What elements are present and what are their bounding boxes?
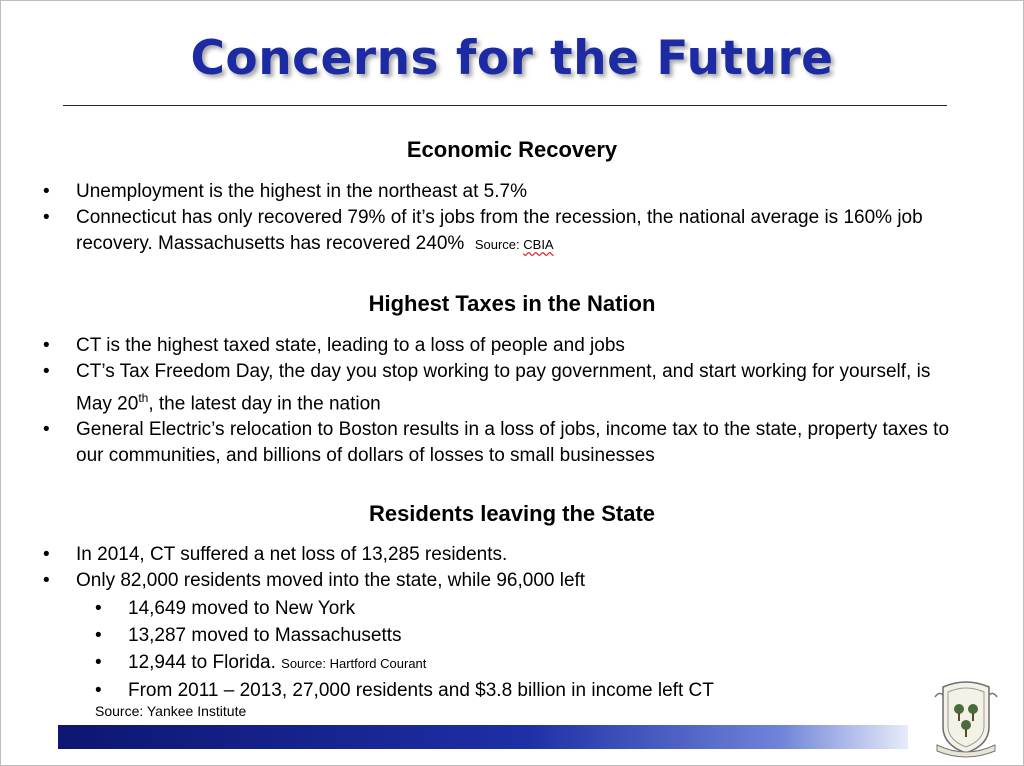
list-item: • 12,944 to Florida. Source: Hartford Courant bbox=[93, 649, 893, 677]
footer-source: Source: Yankee Institute bbox=[95, 703, 247, 719]
list-item: • CT’s Tax Freedom Day, the day you stop working to pay government, and start working for yourself, is May 20th, the latest day in the nation bbox=[41, 359, 971, 417]
list-item: • 14,649 moved to New York bbox=[93, 595, 893, 622]
section-heading-residents-leaving: Residents leaving the State bbox=[368, 501, 656, 526]
list-item: • Unemployment is the highest in the northeast at 5.7% bbox=[41, 179, 971, 205]
source-citation: Source: CBIA bbox=[474, 237, 554, 252]
list-item: • From 2011 – 2013, 27,000 residents and $3.8 billion in income left CT bbox=[93, 677, 893, 704]
connecticut-state-seal-icon bbox=[931, 677, 1001, 759]
section-heading-economic-recovery: Economic Recovery bbox=[406, 137, 618, 162]
title-divider bbox=[63, 105, 947, 106]
list-item: • Only 82,000 residents moved into the state, while 96,000 left bbox=[41, 568, 971, 594]
section-heading-highest-taxes: Highest Taxes in the Nation bbox=[368, 291, 656, 316]
list-item: • In 2014, CT suffered a net loss of 13,285 residents. bbox=[41, 542, 971, 568]
residents-sub-list bbox=[93, 595, 893, 704]
footer-bar bbox=[58, 725, 908, 749]
economic-recovery-list bbox=[41, 179, 971, 258]
source-citation: Source: Hartford Courant bbox=[281, 656, 427, 671]
list-item: • Connecticut has only recovered 79% of it’s jobs from the recession, the national average is 160% job recovery. Massachusetts has recovered 240% Source: CBIA bbox=[41, 205, 971, 258]
list-item: • 13,287 moved to Massachusetts bbox=[93, 622, 893, 649]
list-item: • CT is the highest taxed state, leading to a loss of people and jobs bbox=[41, 333, 971, 359]
page-title: Concerns for the Future bbox=[190, 31, 834, 86]
taxes-list bbox=[41, 333, 971, 469]
residents-list bbox=[41, 542, 971, 594]
list-item: • General Electric’s relocation to Boston results in a loss of jobs, income tax to the state, property taxes to our communities, and billions of dollars of losses to small businesses bbox=[41, 417, 971, 469]
